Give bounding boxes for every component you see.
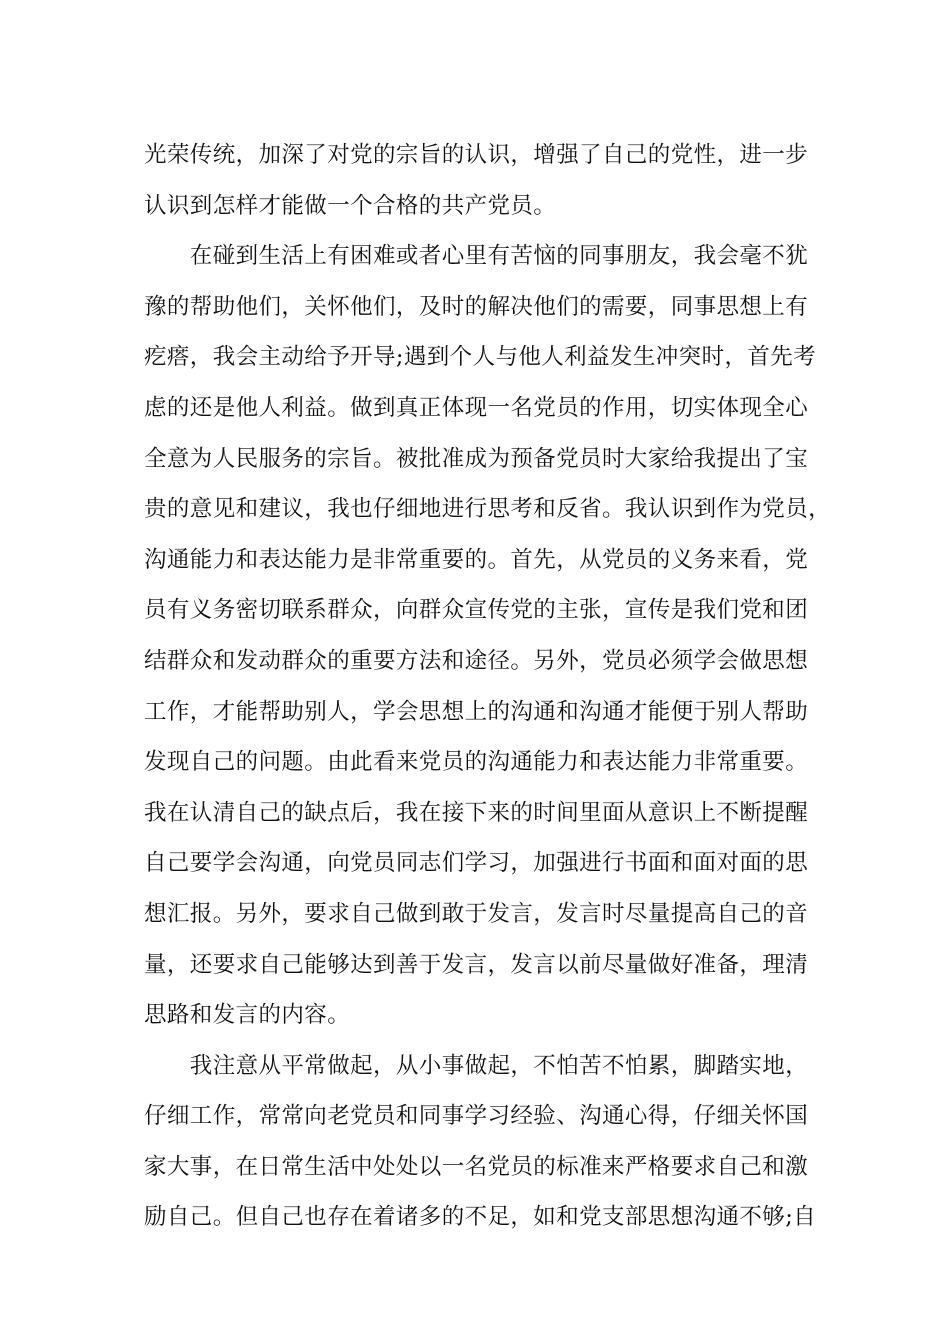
text-line: 量，还要求自己能够达到善于发言，发言以前尽量做好准备，理清 (144, 951, 809, 978)
text-line: 我在认清自己的缺点后，我在接下来的时间里面从意识上不断提醒 (144, 799, 809, 826)
text-line: 虑的还是他人利益。做到真正体现一名党员的作用，切实体现全心 (144, 394, 809, 421)
text-line: 工作，才能帮助别人，学会思想上的沟通和沟通才能便于别人帮助 (144, 698, 809, 725)
text-line: 全意为人民服务的宗旨。被批准成为预备党员时大家给我提出了宝 (144, 445, 809, 472)
text-line: 励自己。但自己也存在着诸多的不足，如和党支部思想沟通不够;自 (144, 1204, 817, 1231)
text-line: 家大事，在日常生活中处处以一名党员的标准来严格要求自己和激 (144, 1153, 809, 1180)
body-text (144, 130, 832, 1243)
text-line: 认识到怎样才能做一个合格的共产党员。 (144, 192, 557, 219)
text-line: 在碰到生活上有困难或者心里有苦恼的同事朋友，我会毫不犹 (144, 243, 809, 270)
text-line: 发现自己的问题。由此看来党员的沟通能力和表达能力非常重要。 (144, 749, 809, 776)
text-line: 结群众和发动群众的重要方法和途径。另外，党员必须学会做思想 (144, 647, 809, 674)
text-line: 贵的意见和建议，我也仔细地进行思考和反省。我认识到作为党员， (144, 496, 832, 523)
text-line: 员有义务密切联系群众，向群众宣传党的主张，宣传是我们党和团 (144, 597, 809, 624)
text-line: 光荣传统，加深了对党的宗旨的认识，增强了自己的党性，进一步 (144, 142, 809, 168)
text-line: 想汇报。另外，要求自己做到敢于发言，发言时尽量提高自己的音 (144, 900, 809, 927)
text-line: 沟通能力和表达能力是非常重要的。首先，从党员的义务来看，党 (144, 546, 809, 573)
text-line: 疙瘩，我会主动给予开导;遇到个人与他人利益发生冲突时，首先考 (144, 344, 817, 371)
text-line: 豫的帮助他们，关怀他们，及时的解决他们的需要，同事思想上有 (144, 293, 809, 320)
text-line: 我注意从平常做起，从小事做起，不怕苦不怕累，脚踏实地， (144, 1052, 809, 1079)
text-line: 自己要学会沟通，向党员同志们学习，加强进行书面和面对面的思 (144, 850, 809, 877)
text-line: 思路和发言的内容。 (144, 1002, 351, 1029)
text-line: 仔细工作，常常向老党员和同事学习经验、沟通心得，仔细关怀国 (144, 1103, 809, 1130)
